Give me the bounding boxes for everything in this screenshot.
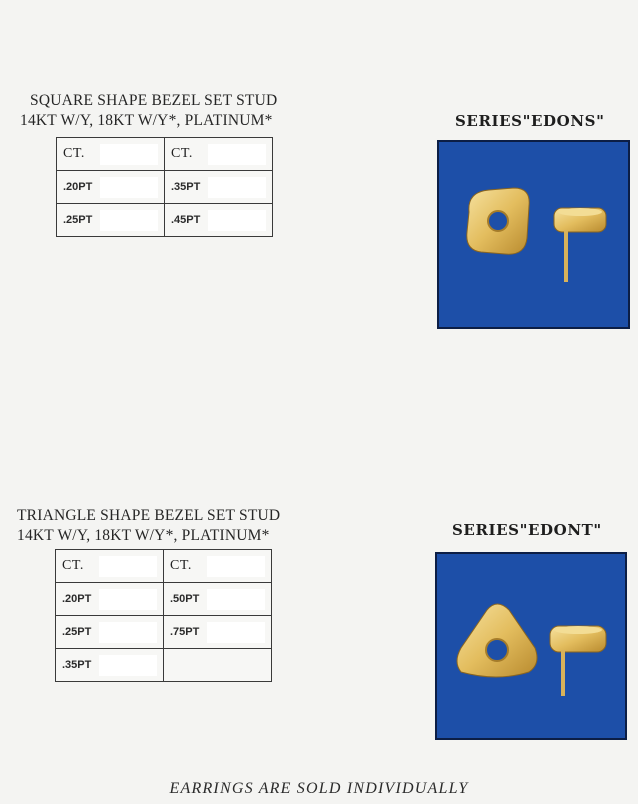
table-cell: .75PT xyxy=(164,616,272,649)
series-edons-title: SERIES"EDONS" xyxy=(455,112,605,130)
table-cell: .20PT xyxy=(56,583,164,616)
table-cell: .45PT xyxy=(165,204,273,237)
table-row xyxy=(57,204,273,237)
square-stud-earring-image xyxy=(439,142,630,329)
square-heading-line2: 14KT W/Y, 18KT W/Y*, PLATINUM* xyxy=(20,112,273,129)
table-cell: .25PT xyxy=(57,204,165,237)
square-heading-line1: SQUARE SHAPE BEZEL SET STUD xyxy=(30,92,278,109)
triangle-heading-line2: 14KT W/Y, 18KT W/Y*, PLATINUM* xyxy=(17,527,270,544)
table-cell: .35PT xyxy=(56,649,164,682)
series-edont-title: SERIES"EDONT" xyxy=(452,521,602,539)
table-header-cell: CT. xyxy=(165,138,273,171)
table-row xyxy=(57,171,273,204)
table-cell xyxy=(164,649,272,682)
triangle-stud-earring-image xyxy=(437,554,627,740)
table-cell: .25PT xyxy=(56,616,164,649)
table-header-row xyxy=(56,550,272,583)
table-header-cell: CT. xyxy=(164,550,272,583)
triangle-heading-line1: TRIANGLE SHAPE BEZEL SET STUD xyxy=(17,507,281,524)
table-cell: .35PT xyxy=(165,171,273,204)
table-row xyxy=(56,583,272,616)
edons-product-photo xyxy=(437,140,630,329)
sold-individually-note: EARRINGS ARE SOLD INDIVIDUALLY xyxy=(169,780,469,797)
square-carat-table xyxy=(56,137,273,237)
edont-product-photo xyxy=(435,552,627,740)
table-cell: .20PT xyxy=(57,171,165,204)
table-header-cell: CT. xyxy=(57,138,165,171)
table-header-row xyxy=(57,138,273,171)
table-cell: .50PT xyxy=(164,583,272,616)
table-row xyxy=(56,616,272,649)
table-row xyxy=(56,649,272,682)
table-header-cell: CT. xyxy=(56,550,164,583)
triangle-carat-table xyxy=(55,549,272,682)
